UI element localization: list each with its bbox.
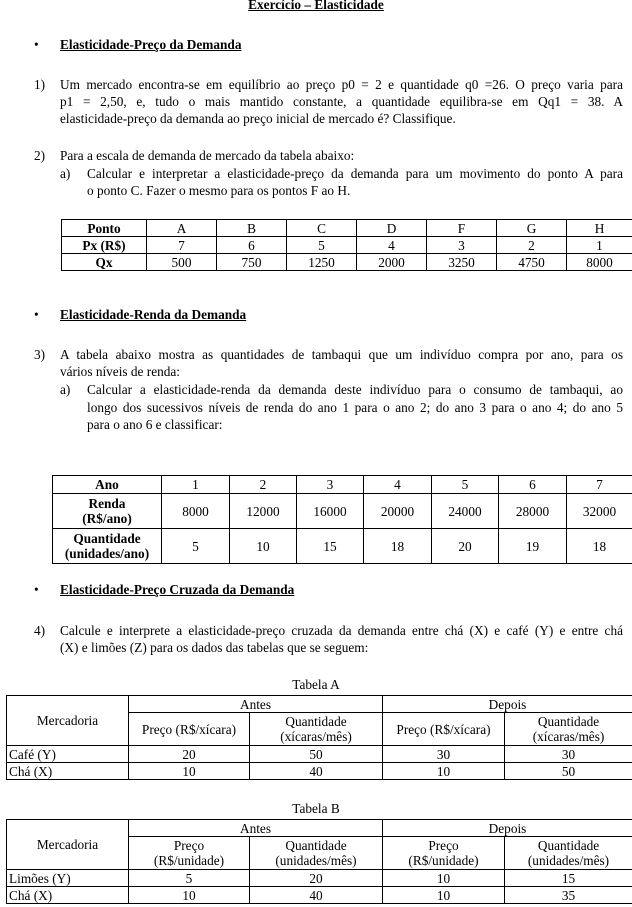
table-cell: 5 — [432, 476, 499, 494]
table-header-quantidade: Quantidade (unidades/mês) — [505, 837, 632, 870]
table-cell: 12000 — [230, 494, 297, 529]
table-header-mercadoria: Mercadoria — [7, 820, 129, 870]
table-b — [6, 819, 632, 904]
table-cell: 4 — [357, 237, 427, 254]
table-cell: 2000 — [357, 254, 427, 271]
table-cell: Qx — [62, 254, 147, 271]
table-cell: 32000 — [567, 494, 632, 529]
table-cell: F — [427, 220, 497, 237]
table-cell: 5 — [287, 237, 357, 254]
question-4-line: Calcule e interprete a elasticidade-preço cruzada da demanda entre chá (X) e café (Y) e entre chá — [60, 623, 623, 638]
question-3-line: vários níveis de renda: — [60, 364, 181, 379]
question-4-line: (X) e limões (Z) para os dados das tabelas que se seguem: — [60, 640, 369, 655]
question-2-number: 2) — [34, 148, 46, 163]
table-b-caption: Tabela B — [292, 801, 340, 816]
table-cell: 3250 — [427, 254, 497, 271]
section-heading-cross-elasticity: • Elasticidade-Preço Cruzada da Demanda — [34, 582, 295, 597]
table-cell: 50 — [505, 763, 632, 780]
question-1-line: Um mercado encontra-se em equilíbrio ao preço p0 = 2 e quantidade q0 =26. O preço varia para — [60, 77, 623, 92]
table-cell: 6 — [217, 237, 287, 254]
table-cell: 20 — [129, 746, 250, 763]
table-cell: 10 — [129, 763, 250, 780]
table-cell: 5 — [129, 870, 250, 887]
table-cell: 19 — [499, 529, 567, 564]
table-cell: 15 — [297, 529, 364, 564]
table-cell: 1 — [567, 237, 632, 254]
table-a-caption: Tabela A — [292, 677, 340, 692]
table-cell: H — [567, 220, 632, 237]
table-cell: 1250 — [287, 254, 357, 271]
question-2-a-line: o ponto C. Fazer o mesmo para os pontos F ao H. — [87, 183, 351, 198]
page-title: Exercício – Elasticidade — [248, 0, 384, 12]
table-cell: 8000 — [567, 254, 632, 271]
table-cell: Limões (Y) — [7, 870, 129, 887]
table-cell: B — [217, 220, 287, 237]
income-table — [52, 475, 632, 564]
table-header-quantidade: Quantidade (xícaras/mês) — [250, 713, 383, 746]
table-cell: 40 — [250, 887, 383, 904]
table-cell: Ano — [53, 476, 162, 494]
table-header-depois: Depois — [383, 696, 632, 713]
table-cell: 20000 — [364, 494, 432, 529]
table-cell: 24000 — [432, 494, 499, 529]
table-cell: Px (R$) — [62, 237, 147, 254]
demand-schedule-table — [61, 219, 632, 271]
table-header-antes: Antes — [129, 820, 383, 837]
question-1-line: p1 = 2,50, e, tudo o mais mantido constante, a quantidade equilibra-se em Qq1 = 38. A — [60, 94, 623, 109]
table-cell: Café (Y) — [7, 746, 129, 763]
table-header-quantidade: Quantidade (xícaras/mês) — [505, 713, 632, 746]
section-heading-income-elasticity: • Elasticidade-Renda da Demanda — [34, 307, 247, 322]
table-cell: 750 — [217, 254, 287, 271]
table-cell: A — [147, 220, 217, 237]
question-3-a-label: a) — [60, 382, 71, 397]
table-cell: 20 — [250, 870, 383, 887]
table-cell: 35 — [505, 887, 632, 904]
table-cell: 30 — [505, 746, 632, 763]
table-cell: 15 — [505, 870, 632, 887]
table-cell: 1 — [162, 476, 230, 494]
table-cell: 7 — [147, 237, 217, 254]
table-cell: Ponto — [62, 220, 147, 237]
table-header-preco: Preço (R$/xícara) — [383, 713, 505, 746]
question-3-a-line: Calcular a elasticidade-renda da demanda deste indivíduo para o consumo de tambaqui, ao — [87, 382, 623, 397]
question-4-number: 4) — [34, 623, 46, 638]
table-cell: 10 — [230, 529, 297, 564]
question-2-a-line: Calcular e interpretar a elasticidade-preço da demanda para um movimento do ponto A para — [87, 166, 623, 181]
table-cell: D — [357, 220, 427, 237]
table-cell: 50 — [250, 746, 383, 763]
section-heading-price-elasticity: • Elasticidade-Preço da Demanda — [34, 37, 242, 52]
table-header-mercadoria: Mercadoria — [7, 696, 129, 746]
table-cell: 7 — [567, 476, 632, 494]
table-cell: 5 — [162, 529, 230, 564]
table-row-label: Renda (R$/ano) — [53, 494, 162, 529]
table-header-preco: Preço (R$/unidade) — [383, 837, 505, 870]
table-cell: 10 — [383, 870, 505, 887]
table-cell: 500 — [147, 254, 217, 271]
table-cell: 18 — [364, 529, 432, 564]
table-header-antes: Antes — [129, 696, 383, 713]
table-header-preco: Preço (R$/xícara) — [129, 713, 250, 746]
question-2-a-label: a) — [60, 166, 71, 181]
table-header-depois: Depois — [383, 820, 632, 837]
question-3-a-line: para o ano 6 e classificar: — [87, 417, 223, 432]
table-cell: 40 — [250, 763, 383, 780]
table-cell: 2 — [230, 476, 297, 494]
question-2-intro: Para a escala de demanda de mercado da tabela abaixo: — [60, 148, 355, 163]
table-header-preco: Preço (R$/unidade) — [129, 837, 250, 870]
table-cell: Chá (X) — [7, 887, 129, 904]
table-row-label: Quantidade (unidades/ano) — [53, 529, 162, 564]
table-cell: 16000 — [297, 494, 364, 529]
question-3-number: 3) — [34, 347, 46, 362]
table-cell: Chá (X) — [7, 763, 129, 780]
table-cell: 8000 — [162, 494, 230, 529]
table-cell: G — [497, 220, 567, 237]
table-cell: 2 — [497, 237, 567, 254]
table-cell: 20 — [432, 529, 499, 564]
table-header-quantidade: Quantidade (unidades/mês) — [250, 837, 383, 870]
question-1-line: elasticidade-preço da demanda ao preço inicial de mercado é? Classifique. — [60, 111, 456, 126]
table-cell: 6 — [499, 476, 567, 494]
table-a — [6, 695, 632, 780]
table-cell: 3 — [427, 237, 497, 254]
table-cell: 18 — [567, 529, 632, 564]
table-cell: 10 — [129, 887, 250, 904]
table-cell: 3 — [297, 476, 364, 494]
question-3-a-line: longo dos sucessivos níveis de renda do ano 1 para o ano 2; do ano 3 para o ano 4; do ano 5 — [87, 400, 623, 415]
table-cell: 10 — [383, 763, 505, 780]
question-3-line: A tabela abaixo mostra as quantidades de tambaqui que um indivíduo compra por ano, para os — [60, 347, 623, 362]
question-1-number: 1) — [34, 77, 46, 92]
table-cell: 30 — [383, 746, 505, 763]
table-cell: C — [287, 220, 357, 237]
table-cell: 10 — [383, 887, 505, 904]
table-cell: 28000 — [499, 494, 567, 529]
table-cell: 4750 — [497, 254, 567, 271]
table-cell: 4 — [364, 476, 432, 494]
